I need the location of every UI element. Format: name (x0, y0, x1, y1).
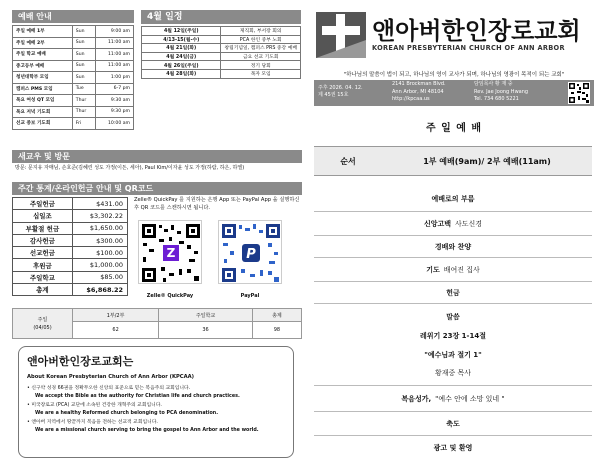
offering-row (13, 198, 128, 210)
paypal-qr-icon[interactable] (218, 220, 282, 284)
schedule-row (13, 118, 134, 130)
worship-col-order: 순서 (340, 156, 356, 166)
attendance-col-3: 총계 (252, 309, 301, 322)
worship-title: 주 일 예 배 (425, 123, 483, 134)
about-item-en: We accept the Bible as the authority for Christian life and church practices. (35, 393, 240, 399)
schedule-day: Thur (72, 95, 95, 107)
zelle-qr-icon[interactable] (138, 220, 202, 284)
worship-header (314, 146, 592, 176)
schedule-name: 중고등부 예배 (13, 60, 73, 72)
offering-label: 십일조 (13, 210, 73, 222)
order-detail: 사도신경 (455, 219, 483, 228)
cross-logo-icon (316, 12, 366, 58)
schedule-name: 청년대학부 모임 (13, 72, 73, 84)
order-detail: 배여진 집사 (443, 265, 480, 274)
schedule-row (13, 49, 134, 61)
zelle-qr-code-icon (139, 221, 202, 284)
order-detail: "예수 안에 소망 있네 " (435, 394, 505, 403)
about-item-kr: 앤아버 지역에서 땅끝까지 복음을 전하는 선교적 교회입니다. (31, 420, 158, 425)
sermon-ref: 레위기 23장 1-14절 (420, 332, 486, 340)
order-name: 기도 (426, 265, 440, 274)
about-item-en: We are a missional church serving to bring the gospel to Ann Arbor and the world. (35, 427, 259, 433)
order-sermon (314, 304, 592, 386)
offering-row (13, 247, 128, 259)
info-date: 주후 2026. 04. 12. (318, 85, 363, 91)
about-item-kr: 미국장로교 (PCA) 교단에 소속된 건강한 개혁주의 교회입니다. (31, 403, 162, 408)
offering-amount: $3,302.22 (72, 210, 127, 222)
order-name: 예배로의 부름 (431, 194, 475, 203)
info-pastor-en: Rev. Jae Joong Hwang (474, 88, 529, 95)
about-item-kr: 신구약 성경 66권을 정확무오한 신앙의 표준으로 믿는 복음주의 교회입니다. (31, 386, 191, 391)
schedule-name: 선교 중보 기도회 (13, 118, 73, 130)
offering-label: 주일헌금 (13, 198, 73, 210)
order-announcements (314, 436, 592, 460)
event-row (142, 27, 301, 36)
event-date: 4월 26일(주일) (142, 61, 221, 70)
order-name: 축도 (446, 419, 460, 428)
schedule-day: Sun (72, 72, 95, 84)
offering-amount: $431.00 (72, 198, 127, 210)
offering-amount: $85.00 (72, 271, 127, 283)
event-row (142, 44, 301, 53)
svg-text:Z: Z (166, 246, 176, 260)
offering-table-wrap (12, 197, 128, 296)
offering-title: 주간 통계/온라인헌금 안내 및 QR코드 (12, 182, 302, 195)
info-address-block (392, 81, 446, 104)
church-name-kr: 앤아버한인장로교회 (372, 17, 581, 45)
attendance-col-2: 주일학교 (159, 309, 253, 322)
offering-label: 선교헌금 (13, 247, 73, 259)
paypal-label: PayPal (240, 293, 260, 299)
attendance-val-3: 98 (252, 322, 301, 339)
attendance-section (12, 308, 302, 339)
event-date: 4월 21일(화) (142, 44, 221, 53)
events-title: 4월 일정 (141, 10, 301, 24)
order-creed (314, 212, 592, 236)
event-desc: 창립기념일, 캠퍼스 PRS 중강 예배 (221, 44, 301, 53)
info-address-1: 2141 Brockman Blvd. (392, 81, 446, 87)
worship-col-service: 1부 예배(9am)/ 2부 예배(11am) (423, 156, 551, 166)
about-list (27, 385, 285, 434)
offering-amount: $1,650.00 (72, 222, 127, 234)
offering-label: 후원금 (13, 259, 73, 271)
schedule-day: Sun (72, 37, 95, 49)
event-row (142, 61, 301, 70)
order-name: 헌금 (446, 288, 460, 297)
svg-text:P: P (246, 247, 256, 262)
order-name: 신앙고백 (423, 219, 451, 228)
order-benediction (314, 412, 592, 436)
info-qr-icon (568, 82, 590, 104)
order-prayer (314, 258, 592, 282)
info-issue: 제 45권 15호 (318, 92, 349, 98)
event-row (142, 52, 301, 61)
schedule-time: 10:00 am (95, 118, 133, 130)
attendance-header (13, 309, 73, 339)
order-name: 복음성가, (401, 394, 432, 403)
order-praise (314, 236, 592, 258)
event-row (142, 35, 301, 44)
event-desc: 정기 당회 (221, 61, 301, 70)
offering-section (12, 182, 302, 195)
offering-amount: $6,868.22 (72, 284, 127, 296)
schedule-row (13, 83, 134, 95)
attendance-col-1: 1부/2부 (73, 309, 159, 322)
sermon-preacher: 황재중 목사 (434, 369, 472, 377)
info-date-block (318, 85, 363, 99)
schedule-time: 6-7 pm (95, 83, 133, 95)
qr-note: Zelle® QuickPay 를 지원하는 은행 App 또는 PayPal App 을 실행하신 후 QR 코드를 스캔하시면 됩니다. (134, 197, 300, 211)
event-date: 4월 24일(금) (142, 52, 221, 61)
event-desc: 목자 모임 (221, 69, 301, 78)
order-call-to-worship (314, 186, 592, 212)
schedule-name: 주일 학교 예배 (13, 49, 73, 61)
schedule-time: 9:30 am (95, 95, 133, 107)
church-name-en: KOREAN PRESBYTERIAN CHURCH OF ANN ARBOR (372, 44, 565, 52)
offering-amount: $1,000.00 (72, 259, 127, 271)
info-bar (314, 80, 594, 106)
about-box (18, 346, 294, 458)
attendance-label: 주일 (37, 316, 48, 323)
events-section (141, 10, 301, 79)
zelle-label: Zelle® QuickPay (146, 293, 194, 299)
sermon-title: "예수님과 절기 1" (424, 351, 482, 359)
schedule-time: 11:00 am (95, 37, 133, 49)
schedule-row (13, 26, 134, 38)
attendance-date: (04/05) (33, 324, 52, 331)
schedule-day: Sun (72, 60, 95, 72)
schedule-title: 예배 안내 (12, 10, 134, 23)
schedule-day: Thur (72, 106, 95, 118)
event-desc: 금요 선교 기도회 (221, 52, 301, 61)
order-hymn (314, 386, 592, 412)
schedule-name: 목요 저녁 기도회 (13, 106, 73, 118)
info-address-2: Ann Arbor, MI 48104 (392, 88, 444, 95)
offering-label: 부활절 헌금 (13, 222, 73, 234)
schedule-row (13, 60, 134, 72)
newcomers-title: 새교우 및 방문 (12, 150, 302, 163)
offering-row (13, 234, 128, 246)
offering-row (13, 222, 128, 234)
schedule-time: 9:30 pm (95, 106, 133, 118)
newcomers-section (12, 150, 302, 175)
schedule-day: Fri (72, 118, 95, 130)
schedule-name: 캠퍼스 PMS 모임 (13, 83, 73, 95)
offering-label: 총계 (13, 284, 73, 296)
order-name: 경배와 찬양 (434, 242, 472, 251)
attendance-val-1: 62 (73, 322, 159, 339)
info-tel: Tel. 734 680 5221 (474, 96, 519, 102)
offering-row (13, 284, 128, 296)
attendance-table (12, 308, 302, 339)
schedule-row (13, 95, 134, 107)
schedule-time: 11:00 am (95, 60, 133, 72)
event-desc: PCA 한인 중부 노회 (221, 35, 301, 44)
schedule-name: 주일 예배 2부 (13, 37, 73, 49)
schedule-row (13, 72, 134, 84)
events-table (141, 26, 301, 79)
about-item: • 앤아버 지역에서 땅끝까지 복음을 전하는 선교적 교회입니다. (27, 420, 158, 425)
about-item: • 미국장로교 (PCA) 교단에 소속된 건강한 개혁주의 교회입니다. (27, 403, 162, 408)
newcomers-text: 방문: 문지유 자매님, 손호준(김혜린 성도 가정(이든, 세아), Paul Kim/이자윤 성도 가정(하람, 하은, 하엘) (15, 165, 245, 171)
about-item: • 신구약 성경 66권을 정확무오한 신앙의 표준으로 믿는 복음주의 교회입니다. (27, 386, 191, 391)
about-subtitle: About Korean Presbyterian Church of Ann Arbor (KPCAA) (27, 374, 195, 380)
attendance-val-2: 36 (159, 322, 253, 339)
schedule-row (13, 37, 134, 49)
order-offering (314, 282, 592, 304)
offering-label: 주일학교 (13, 271, 73, 283)
about-item-en: We are a healthy Reformed church belonging to PCA denomination. (35, 410, 219, 416)
schedule-section (12, 10, 134, 130)
offering-row (13, 271, 128, 283)
info-website: http://kpcaa.us (392, 96, 430, 102)
offering-label: 감사헌금 (13, 234, 73, 246)
offering-table (12, 197, 128, 296)
schedule-table (12, 25, 134, 130)
info-pastor-block (474, 81, 528, 104)
offering-amount: $100.00 (72, 247, 127, 259)
info-pastor-kr: 담임목사 황 재 중 (474, 81, 513, 87)
offering-row (13, 259, 128, 271)
order-name: 말씀 (446, 313, 460, 321)
event-desc: 제직회, 부서장 회의 (221, 27, 301, 36)
about-title: 앤아버한인장로교회는 (27, 355, 134, 368)
offering-amount: $300.00 (72, 234, 127, 246)
schedule-time: 9:00 am (95, 26, 133, 38)
church-logo (316, 12, 366, 58)
event-date: 4/13-15(월-수) (142, 35, 221, 44)
schedule-day: Sun (72, 26, 95, 38)
offering-row (13, 210, 128, 222)
schedule-time: 1:00 pm (95, 72, 133, 84)
event-row (142, 69, 301, 78)
paypal-qr-code-icon (219, 221, 282, 284)
schedule-name: 목요 여성 QT 모임 (13, 95, 73, 107)
schedule-day: Tue (72, 83, 95, 95)
event-date: 4월 28일(화) (142, 69, 221, 78)
schedule-name: 주일 예배 1부 (13, 26, 73, 38)
church-motto: "하나님의 말씀이 법이 되고, 하나님의 영이 교사가 되며, 하나님의 영광이 목적이 되는 교회" (343, 72, 565, 78)
schedule-time: 11:00 am (95, 49, 133, 61)
schedule-row (13, 106, 134, 118)
event-date: 4월 12일(주일) (142, 27, 221, 36)
order-name: 광고 및 환영 (433, 444, 473, 452)
schedule-day: Sun (72, 49, 95, 61)
